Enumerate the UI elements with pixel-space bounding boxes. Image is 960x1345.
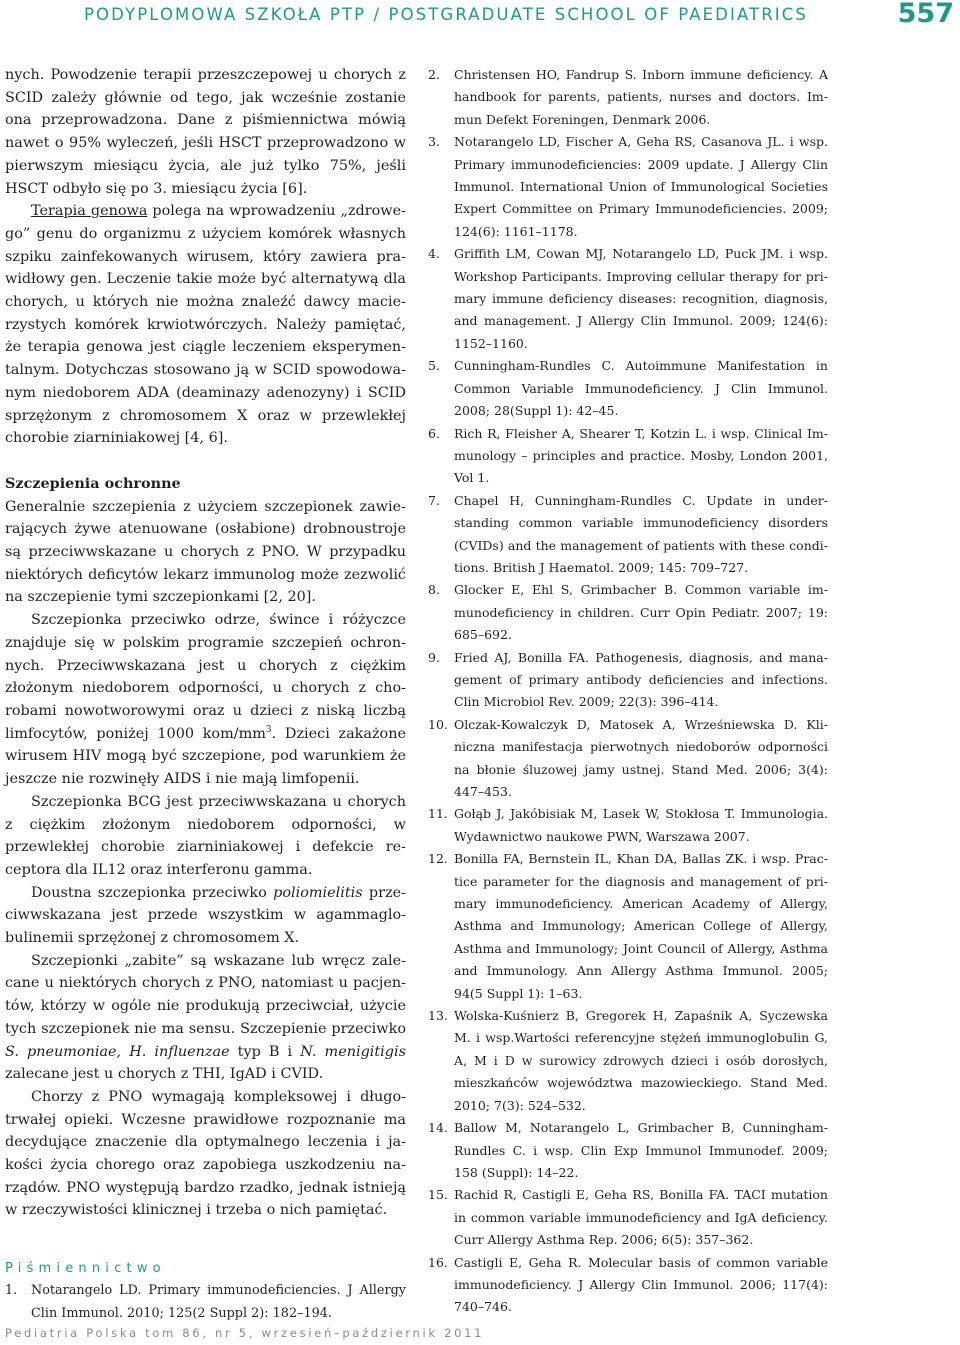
paragraph-mmr: Szczepionka przeciwko odrze, śwince i różyczce znajduje się w polskim programie szczepień ochronnych. Przeciwwskazana jest u chorych z ciężkim złożonym niedoborem odporności, u chorych z chorobami nowotworowymi oraz u dzieci z niską liczbą limfocytów, poniżej 1000 kom/$mm^3$. Dzieci zakażone wirusem HIV mogą być szczepione, pod warunkiem że jeszcze nie rozwinęły AIDS i nie mają limfopenii.	[5, 612, 407, 788]
reference-list-left	[5, 1280, 406, 1325]
left-column	[5, 64, 406, 1325]
paragraph-gene-therapy: Terapia genowa polega na wprowadzeniu „zdrowego” genu do organizmu z użyciem komórek własnych szpiku zainfekowanych wirusem, który zawiera prawidłowy gen. Leczenie takie może być alternatywą dla chorych, u których nie można znaleźć dawcy macierzystych komórek krwiotwórczych. Należy pamiętać, że terapia genowa jest ciągle leczeniem eksperymentalnym. Dotychczas stosowano ją w SCID spowodowanym niedoborem ADA (deaminazy adenozyny) i SCID sprzężonym z chromosomem X oraz w przewlekłej chorobie ziarniniakowej [4, 6].	[5, 203, 406, 447]
paragraph-conclusion: Chorzy z PNO wymagają kompleksowej i długotrwałej opieki. Wczesne prawidłowe rozpoznanie ma decydujące znaczenie dla optymalnego leczenia i jakości życia chorego oraz zapobiega uszkodzeniu narządów. PNO występują bardzo rzadko, jednak istnieją w rzeczywistości klinicznej i trzeba o nich pamiętać.	[5, 1088, 406, 1219]
reference-item: 9. Fried AJ, Bonilla FA. Pathogenesis, diagnosis, and management of primary antibody deficiencies and infections. Clin Microbiol Rev. 2009; 22(3): 396–414.	[428, 649, 828, 710]
reference-item: 2. Christensen HO, Fandrup S. Inborn immune deficiency. A handbook for parents, patients, nurses and doctors. Immun Defekt Foreningen, Denmark 2006.	[428, 67, 828, 127]
reference-item: 6. Rich R, Fleisher A, Shearer T, Kotzin L. i wsp. Clinical Immunology – principles and practice. Mosby, London 2001, Vol 1.	[428, 425, 828, 486]
reference-item: 16. Castigli E, Geha R. Molecular basis of common variable immunodeficiency. J Allergy Clin Immunol. 2006; 117(4): 740–746.	[428, 1254, 828, 1315]
journal-section-title: PODYPLOMOWA SZKOŁA PTP / POSTGRADUATE SCHOOL OF PAEDIATRICS	[84, 5, 808, 24]
reference-item: 13. Wolska-Kuśnierz B, Gregorek H, Zapaśnik A, Syczewska M. i wsp.Wartości referencyjne stężeń immunoglobulin G, A, M i D w surowicy zdrowych dzieci i osób dorosłych, mieszkańców województwa mazowieckiego. Stand Med. 2010; 7(3): 524–532.	[428, 1008, 828, 1113]
right-column	[428, 64, 828, 1319]
term-gene-therapy: Terapia genowa	[31, 203, 148, 220]
reference-list-right	[428, 64, 828, 1319]
reference-item: 11. Gołąb J, Jakóbisiak M, Lasek W, Stokłosa T. Immunologia. Wydawnictwo naukowe PWN, Warszawa 2007.	[428, 806, 828, 844]
reference-item: 8. Glocker E, Ehl S, Grimbacher B. Common variable immunodeficiency in children. Curr Opin Pediatr. 2007; 19: 685–692.	[428, 582, 828, 643]
reference-item: 15. Rachid R, Castigli E, Geha RS, Bonilla FA. TACI mutation in common variable immunodeficiency and IgA deficiency. Curr Allergy Asthma Rep. 2006; 6(5): 357–362.	[428, 1187, 828, 1248]
reference-item: 1. Notarangelo LD. Primary immunodeficiencies. J Allergy Clin Immunol. 2010; 125(2 Suppl 2): 182–194.	[5, 1283, 406, 1321]
reference-item: 3. Notarangelo LD, Fischer A, Geha RS, Casanova JL. i wsp. Primary immunodeficiencies: 2009 update. J Allergy Clin Immunol. International Union of Immunological Societies Expert Committee on Primary Immunodeficiencies. 2009; 124(6): 1161–1178.	[428, 134, 828, 239]
reference-item: 4. Griffith LM, Cowan MJ, Notarangelo LD, Puck JM. i wsp. Workshop Participants. Improving cellular therapy for primary immune deficiency diseases: recognition, diagnosis, and management. J Allergy Clin Immunol. 2009; 124(6): 1152–1160.	[428, 246, 828, 351]
page-number: 557	[897, 0, 954, 29]
paragraph-live-vaccines: Generalnie szczepienia z użyciem szczepionek zawierających żywe atenuowane (osłabione) drobnoustroje są przeciwwskazane u chorych z PNO. W przypadku niektórych deficytów lekarz immunolog może zezwolić na szczepienie tymi szczepionkami [2, 20].	[5, 498, 406, 606]
section-heading-vaccinations: Szczepienia ochronne	[5, 474, 181, 492]
reference-item: 12. Bonilla FA, Bernstein IL, Khan DA, Ballas ZK. i wsp. Practice parameter for the diagnosis and management of primary immunodeficiency. American Academy of Allergy, Asthma and Immunology; American College of Allergy, Asthma and Immunology; Joint Council of Allergy, Asthma and Immunology. Ann Allergy Asthma Immunol. 2005; 94(5 Suppl 1): 1–63.	[428, 851, 828, 1001]
reference-item: 10. Olczak-Kowalczyk D, Matosek A, Wrześniewska D. Kliniczna manifestacja pierwotnych niedoborów odporności na błonie śluzowej jamy ustnej. Stand Med. 2006; 3(4): 447–453.	[428, 716, 828, 799]
reference-item: 14. Ballow M, Notarangelo L, Grimbacher B, Cunningham-Rundles C. i wsp. Clin Exp Immunol Immunodef. 2009; 158 (Suppl): 14–22.	[428, 1120, 828, 1180]
references-heading: Piśmiennictwo	[5, 1261, 166, 1277]
reference-item: 5. Cunningham-Rundles C. Autoimmune Manifestation in Common Variable Immunodeficiency. J Clin Immunol. 2008; 28(Suppl 1): 42–45.	[428, 358, 828, 419]
page-footer: Pediatria Polska tom 86, nr 5, wrzesień–październik 2011	[5, 1326, 485, 1340]
paragraph-killed-vaccines: Szczepionki „zabite” są wskazane lub wręcz zalecane u niektórych chorych z PNO, natomiast u pacjentów, którzy w ogóle nie produkują przeciwciał, użycie tych szczepionek nie ma sensu. Szczepienie przeciwko S. pneumoniae, H. influenzae typ B i N. menigitigis zalecane jest u chorych z THI, IgAD i CVID.	[5, 952, 406, 1083]
paragraph-oral-polio: Doustna szczepionka przeciwko poliomielitis przeciwwskazana jest przede wszystkim w agammaglobulinemii sprzężonej z chromosomem X.	[5, 884, 406, 947]
paragraph-bcg: Szczepionka BCG jest przeciwwskazana u chorych z ciężkim złożonym niedoborem odporności, w przewlekłej chorobie ziarniniakowej i defekcie receptora dla IL12 oraz interferonu gamma.	[5, 793, 406, 878]
paragraph-transplant: nych. Powodzenie terapii przeszczepowej u chorych z SCID zależy głównie od tego, jak wcześnie zostanie ona przeprowadzona. Dane z piśmiennictwa mówią nawet o 95% wyleczeń, jeśli HSCT przeprowadzono w pierwszym miesiącu życia, ale już tylko 75%, jeśli HSCT odbyło się po 3. miesiącu życia [6].	[5, 67, 406, 197]
reference-item: 7. Chapel H, Cunningham-Rundles C. Update in understanding common variable immunodeficiency disorders (CVIDs) and the management of patients with these conditions. British J Haematol. 2009; 145: 709–727.	[428, 492, 828, 575]
page-header	[0, 0, 960, 36]
